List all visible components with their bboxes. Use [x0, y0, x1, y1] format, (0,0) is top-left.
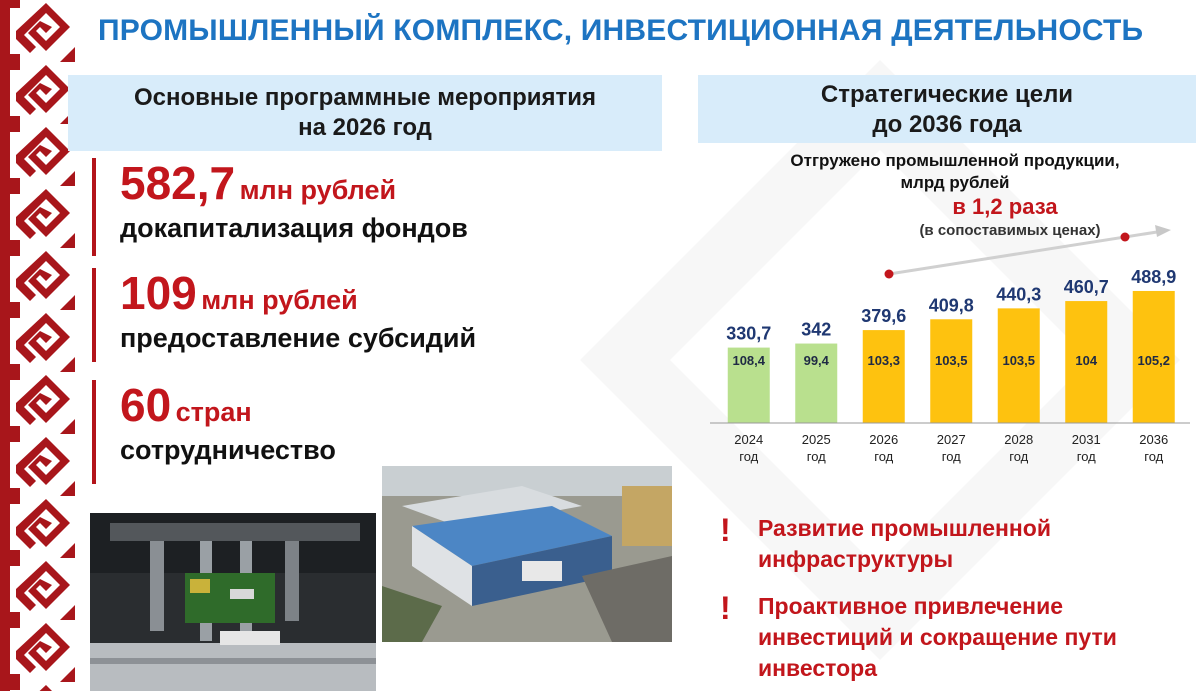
- bar-value-label: 330,7: [726, 323, 772, 344]
- bar-index-label: 103,3: [867, 353, 901, 368]
- x-tick-unit: год: [874, 449, 894, 464]
- trend-end-dot: [1121, 233, 1130, 242]
- bar-2027: [930, 319, 972, 423]
- bar-2026: [863, 330, 905, 423]
- bar-value-label: 440,3: [996, 284, 1042, 305]
- stat-unit: млн рублей: [201, 285, 358, 315]
- stat-block-funds: [92, 158, 570, 256]
- stat-block-subsidies: [92, 268, 570, 362]
- exclamation-icon: !: [720, 512, 731, 548]
- x-tick-year: 2031: [1071, 432, 1101, 447]
- bar-index-label: 99,4: [803, 353, 829, 368]
- bar-index-label: 105,2: [1137, 353, 1171, 368]
- bar-index-label: 104: [1075, 353, 1098, 368]
- x-tick-unit: год: [1144, 449, 1164, 464]
- bar-index-label: 103,5: [1002, 353, 1036, 368]
- bar-value-label: 460,7: [1063, 277, 1109, 298]
- right-header-line2: до 2036 года: [872, 111, 1022, 138]
- trend-arrow-head: [1155, 225, 1171, 237]
- exclamation-icon: !: [720, 590, 731, 626]
- stat-value: 582,7: [120, 157, 236, 209]
- stat-unit: млн рублей: [239, 175, 397, 205]
- bullet-investment: [720, 591, 1200, 687]
- stat-description: сотрудничество: [120, 435, 336, 465]
- chart-caption-line1: Отгружено промышленной продукции,: [790, 151, 1120, 170]
- growth-label: в 1,2 раза: [952, 194, 1058, 219]
- right-panel-header: [698, 75, 1196, 143]
- bar-value-label: 342: [801, 319, 832, 340]
- trend-start-dot: [885, 270, 894, 279]
- bar-value-label: 379,6: [861, 306, 907, 327]
- growth-note: (в сопоставимых ценах): [919, 222, 1101, 239]
- x-tick-unit: год: [739, 449, 759, 464]
- bar-index-label: 103,5: [934, 353, 968, 368]
- stat-description: докапитализация фондов: [120, 213, 468, 243]
- x-tick-year: 2028: [1004, 432, 1034, 447]
- x-tick-year: 2025: [801, 432, 831, 447]
- page-title: ПРОМЫШЛЕННЫЙ КОМПЛЕКС, ИНВЕСТИЦИОННАЯ ДЕЯТЕЛЬНОСТЬ: [98, 14, 1144, 47]
- bar-value-label: 488,9: [1131, 266, 1177, 287]
- industrial-park-photo: [382, 466, 672, 642]
- x-tick-unit: год: [806, 449, 826, 464]
- bullet-infrastructure: [720, 513, 1200, 579]
- stat-value: 109: [120, 267, 197, 319]
- left-header-line1: Основные программные мероприятия: [133, 84, 597, 111]
- trend-arrow-line: [889, 232, 1157, 274]
- left-panel-header: [68, 75, 662, 151]
- stat-value: 60: [120, 379, 172, 431]
- bar-index-label: 108,4: [732, 353, 766, 368]
- bar-value-label: 409,8: [928, 295, 974, 316]
- stat-description: предоставление субсидий: [120, 323, 477, 353]
- x-tick-year: 2036: [1139, 432, 1169, 447]
- left-header-line2: на 2026 год: [298, 114, 432, 141]
- bullet-text: Проактивное привлечение инвестиций и сокращение пути инвестора: [758, 593, 1117, 681]
- right-header-line1: Стратегические цели: [820, 81, 1074, 108]
- x-tick-year: 2024: [734, 432, 764, 447]
- x-tick-year: 2026: [869, 432, 899, 447]
- stat-unit: стран: [175, 397, 252, 427]
- chart-caption: [735, 150, 1175, 194]
- shipment-bar-chart: [705, 225, 1195, 470]
- ornament-border: [0, 0, 75, 691]
- x-tick-unit: год: [941, 449, 961, 464]
- x-tick-year: 2027: [936, 432, 966, 447]
- x-tick-unit: год: [1076, 449, 1096, 464]
- chart-caption-line2: млрд рублей: [900, 173, 1010, 192]
- factory-machine-photo: [90, 513, 376, 691]
- bullet-text: Развитие промышленной инфраструктуры: [758, 515, 1051, 572]
- x-tick-unit: год: [1009, 449, 1029, 464]
